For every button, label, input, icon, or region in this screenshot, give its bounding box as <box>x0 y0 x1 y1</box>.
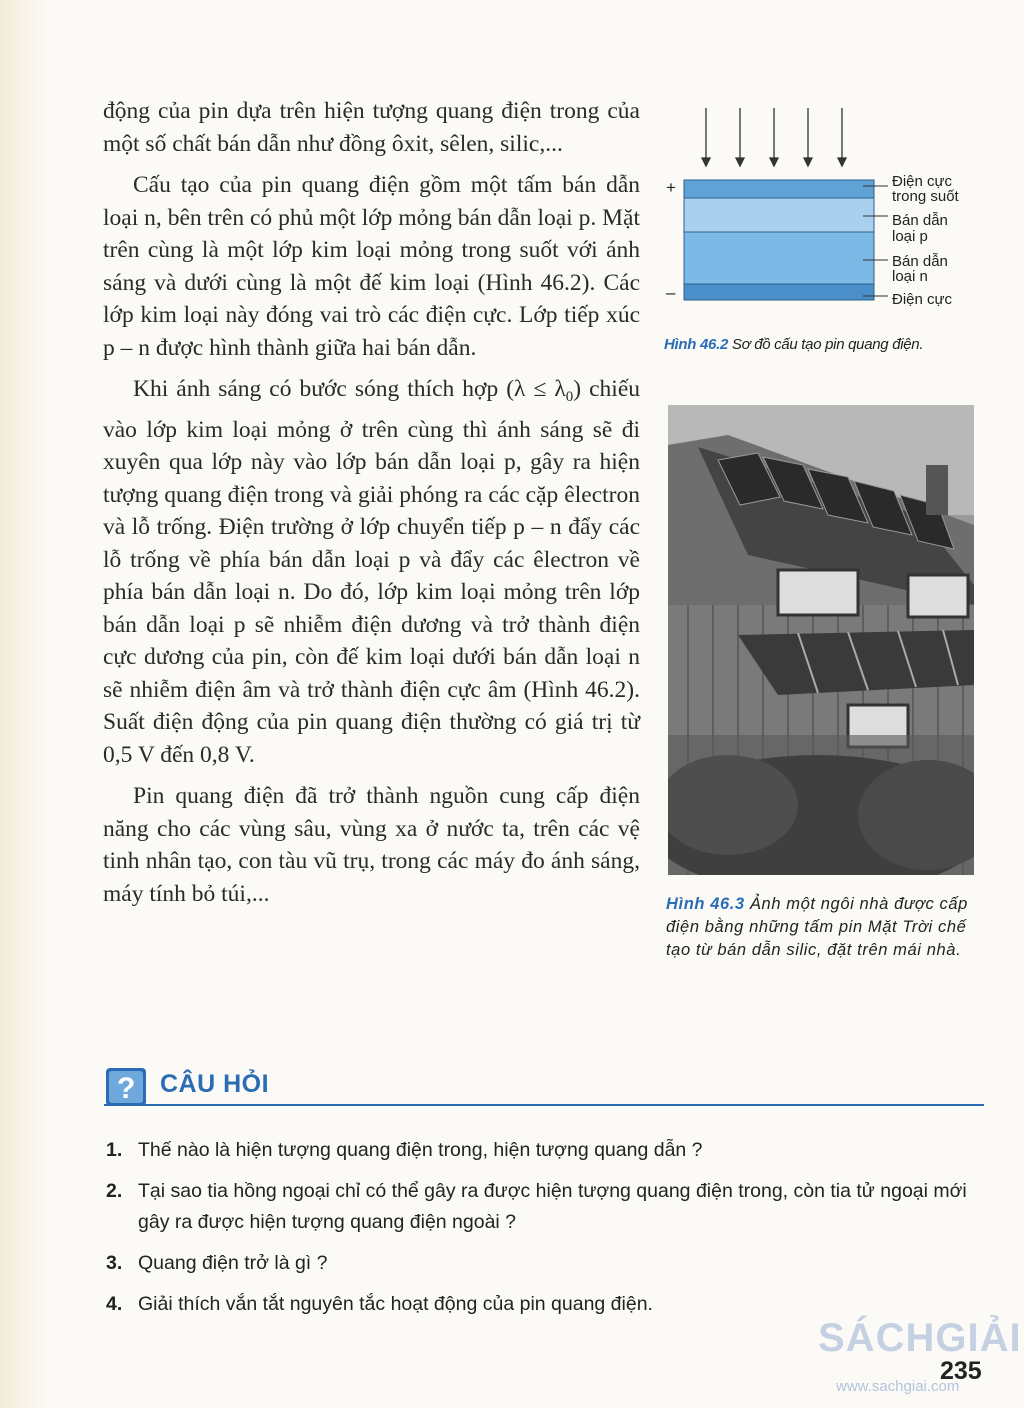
base-electrode-layer <box>684 284 874 300</box>
label-electrode-top-2: trong suốt <box>892 188 959 205</box>
figure-46-3-number: Hình 46.3 <box>666 895 745 913</box>
light-arrow-2 <box>736 108 744 166</box>
light-arrow-4 <box>804 108 812 166</box>
body-text <box>103 95 640 919</box>
figure-46-2-number: Hình 46.2 <box>664 336 728 353</box>
questions-list <box>104 1135 994 1330</box>
question-item <box>104 1176 994 1238</box>
question-number: 3. <box>106 1252 123 1274</box>
label-electrode-bottom: Điện cực <box>892 291 953 308</box>
figure-46-3-caption <box>666 893 982 962</box>
label-p-type-2: loại p <box>892 228 928 245</box>
paragraph-3 <box>103 373 640 771</box>
page-edge-shadow <box>0 0 48 1408</box>
n-type-layer <box>684 232 874 284</box>
p-type-layer <box>684 198 874 232</box>
figure-46-2-text: Sơ đồ cấu tạo pin quang điện. <box>728 336 924 353</box>
question-text: Quang điện trở là gì ? <box>138 1252 328 1274</box>
figure-46-2-caption <box>664 336 994 353</box>
svg-text:?: ? <box>117 1072 136 1105</box>
plus-sign: + <box>666 178 676 197</box>
paragraph-3-rest: ) chiếu vào lớp kim loại mỏng ở trên cùng thì ánh sáng sẽ đi xuyên qua lớp này vào lớp bán dẫn loại p, gây ra hiện tượng quang điện trong và giải phóng ra các cặp êlectron và lỗ trống. Điện trường ở lớp chuyển tiếp p – n đẩy các lỗ trống về phía bán dẫn loại p và đẩy các êlectron về phía bán dẫn loại n. Do đó, lớp kim loại mỏng trên lớp bán dẫn loại p sẽ nhiễm điện dương và trở thành điện cực dương của pin, còn đế kim loại dưới bán dẫn loại n sẽ nhiễm điện âm và trở thành điện cực âm (Hình 46.2). Suất điện động của pin quang điện thường có giá trị từ 0,5 V đến 0,8 V. <box>103 376 640 768</box>
question-item <box>104 1248 994 1279</box>
watermark-brand: SÁCHGIẢI <box>818 1316 1022 1360</box>
transparent-electrode-layer <box>684 180 874 198</box>
question-mark-icon <box>106 1068 146 1106</box>
photocell-structure-diagram <box>658 100 988 340</box>
label-n-type-1: Bán dẫn <box>892 253 948 270</box>
light-arrow-1 <box>702 108 710 166</box>
page-number: 235 <box>940 1357 982 1385</box>
questions-header <box>104 1066 984 1106</box>
label-n-type-2: loại n <box>892 268 928 285</box>
house-illustration <box>668 405 974 875</box>
question-text: Tại sao tia hồng ngoại chỉ có thể gây ra được hiện tượng quang điện trong, còn tia tử ngoại mới gây ra được hiện tượng quang điện ngoài ? <box>138 1180 967 1233</box>
question-number: 1. <box>106 1139 123 1161</box>
figure-46-3-text: Ảnh một ngôi nhà được cấp điện bằng những tấm pin Mặt Trời chế tạo từ bán dẫn silic, đặt trên mái nhà. <box>666 895 968 959</box>
light-arrow-3 <box>770 108 778 166</box>
paragraph-2: Cấu tạo của pin quang điện gồm một tấm bán dẫn loại n, bên trên có phủ một lớp mỏng bán dẫn loại p. Mặt trên cùng là một lớp kim loại mỏng trong suốt với ánh sáng và dưới cùng là một đế kim loại (Hình 46.2). Các lớp kim loại này đóng vai trò các điện cực. Lớp tiếp xúc p – n được hình thành giữa hai bán dẫn. <box>103 172 640 361</box>
label-electrode-top-1: Điện cực <box>892 173 953 190</box>
paragraph-1: động của pin dựa trên hiện tượng quang điện trong của một số chất bán dẫn như đồng ôxit, sêlen, silic,... <box>103 98 640 157</box>
watermark <box>818 1306 1022 1406</box>
question-text: Giải thích vắn tắt nguyên tắc hoạt động của pin quang điện. <box>138 1293 653 1315</box>
house-solar-panel-photo <box>668 405 974 875</box>
paragraph-4: Pin quang điện đã trở thành nguồn cung cấp điện năng cho các vùng sâu, vùng xa ở nước ta, trên các vệ tinh nhân tạo, con tàu vũ trụ, trong các máy đo ánh sáng, máy tính bỏ túi,... <box>103 783 640 907</box>
question-number: 2. <box>106 1180 123 1202</box>
questions-title: CÂU HỎI <box>160 1070 270 1098</box>
watermark-url: www.sachgiai.com <box>836 1378 960 1395</box>
lambda-subscript: 0 <box>565 389 574 405</box>
question-number: 4. <box>106 1293 123 1315</box>
minus-sign: – <box>666 283 676 302</box>
question-item <box>104 1135 994 1166</box>
label-p-type-1: Bán dẫn <box>892 212 948 229</box>
light-arrow-5 <box>838 108 846 166</box>
paragraph-3-start: Khi ánh sáng có bước sóng thích hợp (λ ≤ λ <box>133 376 566 402</box>
question-text: Thế nào là hiện tượng quang điện trong, hiện tượng quang dẫn ? <box>138 1139 703 1161</box>
